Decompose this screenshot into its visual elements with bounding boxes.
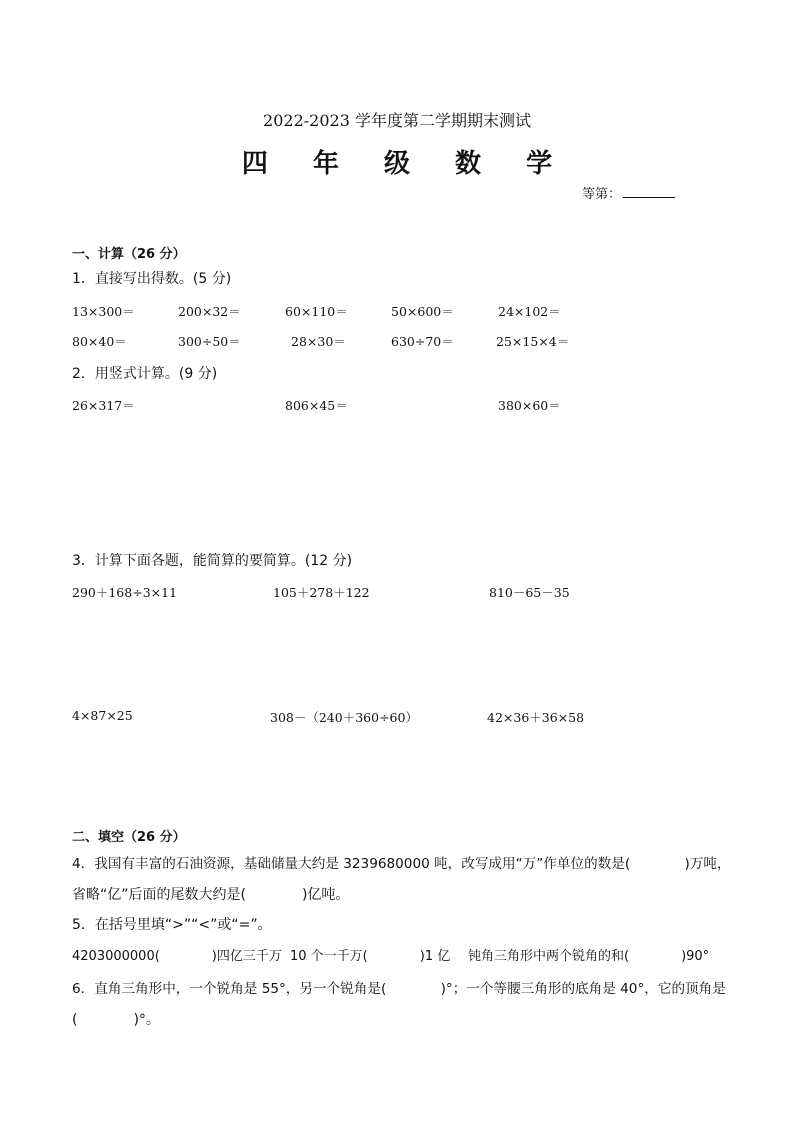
question-5: 5．在括号里填“>”“<”或“=”。 [72,917,272,933]
q3-item: 290＋168÷3×11 [72,585,178,600]
grade-blank[interactable] [623,185,675,198]
q2-item: 806×45＝ [285,398,348,413]
q1-item: 13×300＝ [72,304,135,319]
grade-field [582,183,675,202]
q3-item: 308－（240＋360÷60） [270,710,418,725]
q1-item: 630÷70＝ [391,334,454,349]
q1-item: 28×30＝ [291,334,346,349]
q5-item: 4203000000( )四亿三千万 [72,949,282,964]
section-heading-fill-in: 二、填空（26 分） [72,830,186,845]
section-heading-calculation: 一、计算（26 分） [72,247,186,262]
question-3: 3．计算下面各题，能简算的要简算。(12 分) [72,553,353,569]
question-2: 2．用竖式计算。(9 分) [72,366,218,382]
question-4-line-1: 4．我国有丰富的石油资源，基础储量大约是 3239680000 吨，改写成用“万”作单位的数是( )万吨， [72,856,731,872]
exam-subtitle: 2022-2023 学年度第二学期期末测试 [263,111,531,130]
q3-item: 105＋278＋122 [273,585,370,600]
grade-label: 等第： [582,187,622,202]
q3-item: 810－65－35 [489,585,570,600]
q2-item: 380×60＝ [498,398,561,413]
q5-item: 钝角三角形中两个锐角的和( )90° [468,949,710,964]
question-6-line-2: ( )°。 [72,1012,160,1028]
q3-item: 42×36＋36×58 [487,710,585,725]
q3-item: 4×87×25 [72,708,133,723]
q1-item: 60×110＝ [285,304,348,319]
page-title: 四 年 级 数 学 [241,149,571,179]
q1-item: 300÷50＝ [178,334,241,349]
question-1: 1．直接写出得数。(5 分) [72,271,232,287]
q1-item: 25×15×4＝ [496,334,570,349]
question-4-line-2: 省略“亿”后面的尾数大约是( )亿吨。 [72,887,350,903]
question-6-line-1: 6．直角三角形中，一个锐角是 55°，另一个锐角是( )°；一个等腰三角形的底角是 40°，它的顶角是 [72,981,726,997]
q2-item: 26×317＝ [72,398,135,413]
q1-item: 24×102＝ [498,304,561,319]
q1-item: 50×600＝ [391,304,454,319]
q1-item: 80×40＝ [72,334,127,349]
q5-item: 10 个一千万( )1 亿 [290,949,451,964]
q1-item: 200×32＝ [178,304,241,319]
